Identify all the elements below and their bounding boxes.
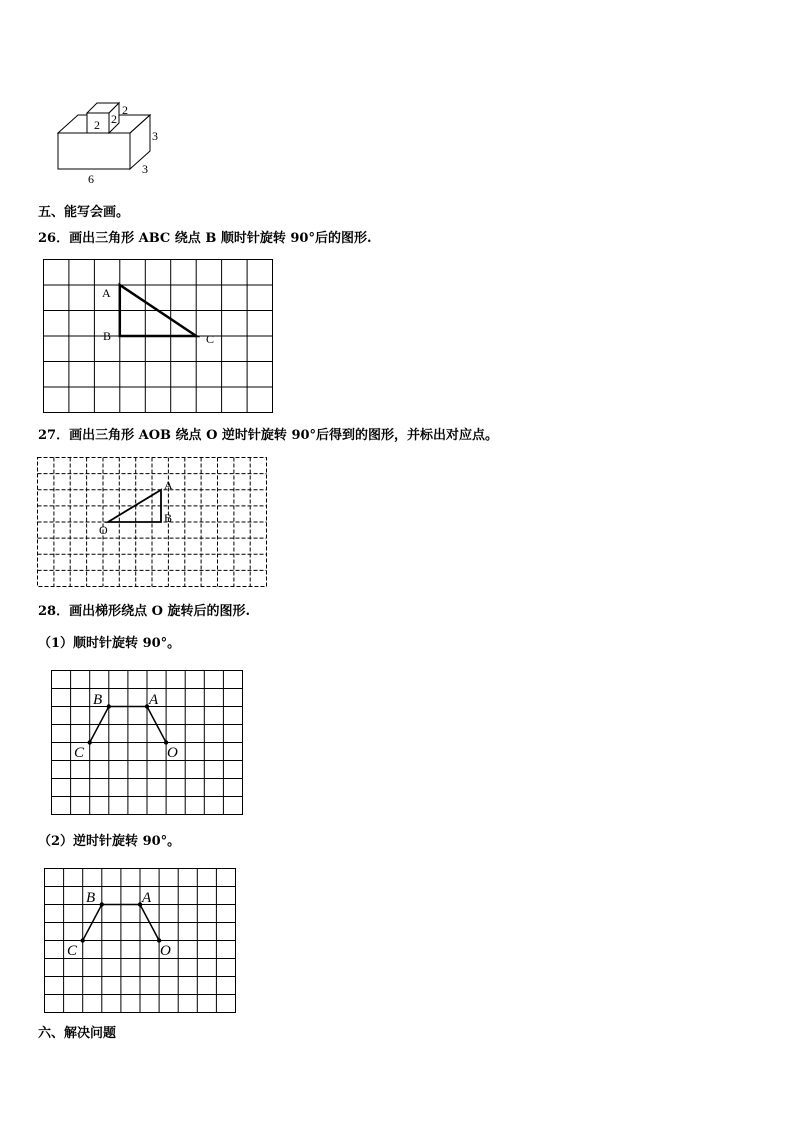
q27-text: 27．画出三角形 AOB 绕点 O 逆时针旋转 90°后得到的图形，并标出对应点。 xyxy=(38,428,499,443)
q28-2-point-c xyxy=(81,938,85,942)
q28-part2: （2）逆时针旋转 90°。 xyxy=(38,834,181,849)
q28-grid-2 xyxy=(43,867,239,1015)
big-length-label: 6 xyxy=(88,172,94,186)
big-height-label: 3 xyxy=(152,129,158,143)
q28-2-label-o: O xyxy=(160,943,171,959)
q26-label-b: B xyxy=(103,329,112,343)
q27-grid xyxy=(36,456,270,590)
q28-1-label-c: C xyxy=(74,745,85,761)
q28-1-label-o: O xyxy=(167,745,178,761)
small-front-label: 2 xyxy=(94,118,100,132)
q28-1-point-b xyxy=(107,704,111,708)
q27-label-o: O xyxy=(99,523,108,537)
q26-label-c: C xyxy=(206,332,215,346)
q28-grid-1 xyxy=(50,669,246,817)
q28-2-point-b xyxy=(100,902,104,906)
q26-label-a: A xyxy=(102,286,111,300)
q26-grid xyxy=(42,258,276,416)
q28-2-label-a: A xyxy=(142,890,152,906)
small-top-label: 2 xyxy=(122,103,128,117)
q28-text: 28．画出梯形绕点 O 旋转后的图形. xyxy=(38,604,250,619)
q28-1-point-c xyxy=(88,740,92,744)
section-5-title: 五、能写会画。 xyxy=(38,205,130,220)
box-figure xyxy=(50,95,170,190)
big-depth-label: 3 xyxy=(142,162,148,176)
q28-1-label-b: B xyxy=(93,692,103,708)
section-6-title: 六、解决问题 xyxy=(38,1026,117,1041)
q28-part1: （1）顺时针旋转 90°。 xyxy=(38,636,181,651)
q27-label-b: B xyxy=(164,511,173,525)
q28-2-label-b: B xyxy=(86,890,96,906)
q28-1-label-a: A xyxy=(149,692,159,708)
q27-label-a: A xyxy=(164,478,173,492)
q26-text: 26．画出三角形 ABC 绕点 B 顺时针旋转 90°后的图形. xyxy=(38,231,372,246)
q28-2-label-c: C xyxy=(67,943,78,959)
small-side-label: 2 xyxy=(111,112,117,126)
